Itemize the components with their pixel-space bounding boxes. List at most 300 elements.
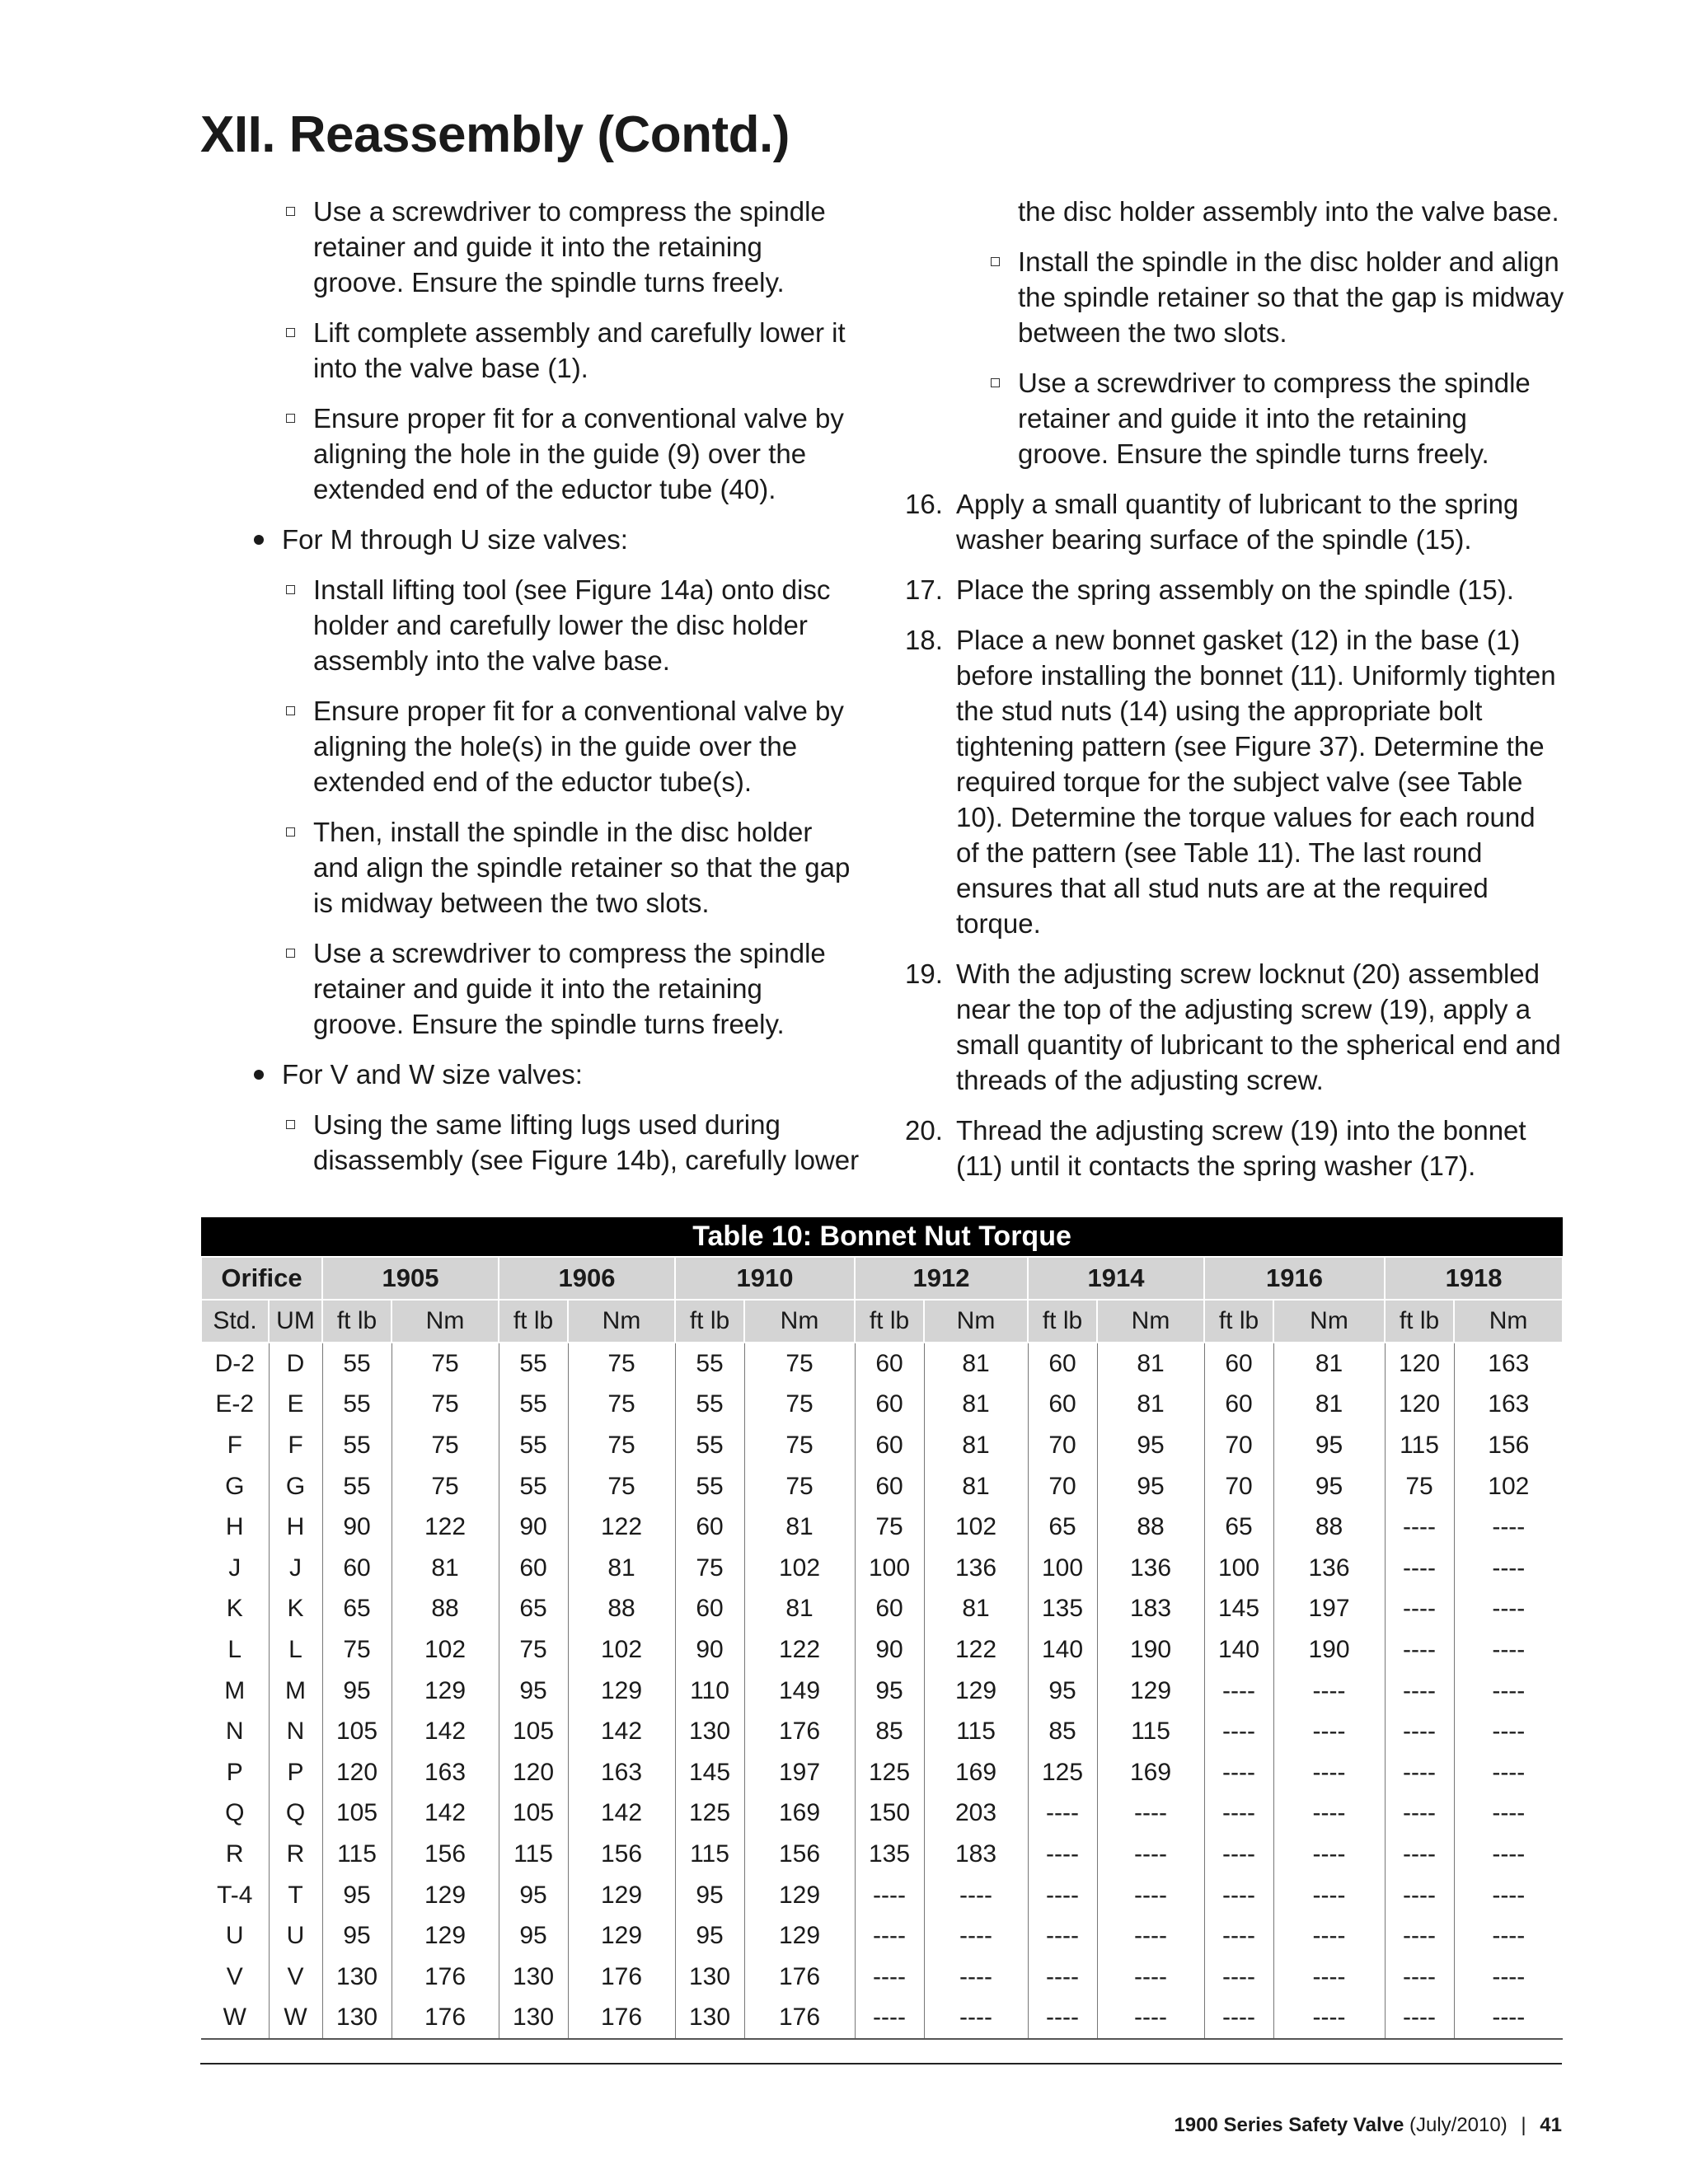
table-cell: 142 [392, 1711, 499, 1752]
table-cell: ---- [1492, 1799, 1526, 1827]
table-cell: ---- [1454, 1998, 1563, 2040]
table-cell: 81 [924, 1343, 1028, 1385]
table-cell: 55 [322, 1466, 392, 1507]
table-row [201, 1998, 1563, 2040]
table-cell: 190 [1273, 1629, 1385, 1671]
table-cell: ---- [1097, 1875, 1204, 1916]
table-cell: 81 [744, 1507, 855, 1548]
table-cell: 100 [1028, 1548, 1097, 1589]
table-cell: 142 [568, 1711, 675, 1752]
table-cell: 125 [855, 1752, 924, 1793]
table-cell: 85 [855, 1711, 924, 1752]
table-cell: P [269, 1752, 322, 1793]
table-cell: ---- [1492, 1635, 1526, 1663]
table-cell: 65 [322, 1589, 392, 1630]
table-cell: 129 [568, 1875, 675, 1916]
table-cell: E [269, 1385, 322, 1426]
table-cell: 115 [1385, 1425, 1454, 1466]
table-cell: 136 [1097, 1548, 1204, 1589]
table-cell: 163 [392, 1752, 499, 1793]
numbered-step [905, 572, 1564, 607]
bullet-item [200, 522, 860, 557]
table-cell: 95 [499, 1915, 568, 1957]
table-cell: 75 [744, 1343, 855, 1385]
table-cell: 60 [1028, 1385, 1097, 1426]
numbered-step [905, 956, 1564, 1098]
sub-header: ft lb [1385, 1300, 1454, 1343]
group-header: 1918 [1385, 1257, 1563, 1300]
table-cell: V [269, 1957, 322, 1998]
table-cell: 60 [855, 1385, 924, 1426]
table-cell: ---- [1385, 1834, 1454, 1875]
table-cell: 102 [744, 1548, 855, 1589]
table-cell: 95 [322, 1875, 392, 1916]
table-cell: 122 [568, 1507, 675, 1548]
sub-header: UM [269, 1300, 322, 1343]
table-cell: 156 [1488, 1431, 1530, 1459]
table-cell: 75 [392, 1425, 499, 1466]
group-header: Orifice [201, 1257, 322, 1300]
table-cell: 95 [499, 1875, 568, 1916]
table-cell: 88 [568, 1589, 675, 1630]
table-cell: 95 [1097, 1466, 1204, 1507]
table-cell: M [201, 1671, 269, 1712]
table-cell: 95 [675, 1875, 744, 1916]
item-text: For M through U size valves: [282, 524, 628, 555]
table-cell: 75 [675, 1548, 744, 1589]
table-row [201, 1671, 1563, 1712]
table-cell: 145 [675, 1752, 744, 1793]
table-cell: V [201, 1957, 269, 1998]
item-text: Install lifting tool (see Figure 14a) onto disc holder and carefully lower the disc holder assembly into the valve base. [313, 574, 831, 676]
sub-header: ft lb [675, 1300, 744, 1343]
table-cell: 120 [1385, 1343, 1454, 1385]
group-header: 1912 [855, 1257, 1028, 1300]
table-cell: 129 [568, 1671, 675, 1712]
numbered-step [905, 1113, 1564, 1183]
table-cell: ---- [1385, 1507, 1454, 1548]
table-cell: 102 [924, 1507, 1028, 1548]
sub-step [200, 315, 860, 386]
sub-step [905, 365, 1564, 471]
table-cell: 75 [1385, 1466, 1454, 1507]
table-cell: 55 [499, 1343, 568, 1385]
table-cell: 60 [499, 1548, 568, 1589]
table-cell: ---- [924, 1915, 1028, 1957]
table-cell: 88 [1097, 1507, 1204, 1548]
table-cell: 81 [1273, 1343, 1385, 1385]
table-cell: 150 [855, 1793, 924, 1835]
sub-step [200, 814, 860, 921]
table-cell: 156 [568, 1834, 675, 1875]
table-cell: 60 [855, 1466, 924, 1507]
table-cell: ---- [1028, 1875, 1097, 1916]
sub-step [200, 401, 860, 507]
table-cell: 65 [1204, 1507, 1273, 1548]
table-cell: ---- [924, 1998, 1028, 2040]
table-row [201, 1793, 1563, 1835]
table-cell: 169 [744, 1793, 855, 1835]
table-cell: 130 [322, 1957, 392, 1998]
page-number: 41 [1540, 2114, 1562, 2136]
table-cell: 156 [744, 1834, 855, 1875]
table-cell: 197 [744, 1752, 855, 1793]
table-cell: 130 [675, 1957, 744, 1998]
footer-separator: | [1521, 2114, 1526, 2136]
table-cell: ---- [1385, 1957, 1454, 1998]
table-cell: 140 [1204, 1629, 1273, 1671]
table-cell: 145 [1204, 1589, 1273, 1630]
table-row [201, 1466, 1563, 1507]
table-cell: 55 [675, 1385, 744, 1426]
sub-header: Nm [1273, 1300, 1385, 1343]
table-cell: D [269, 1343, 322, 1385]
table-cell: 135 [1028, 1589, 1097, 1630]
table-cell: ---- [855, 1957, 924, 1998]
numbered-step [905, 486, 1564, 557]
table-cell: ---- [1385, 1793, 1454, 1835]
table-cell: 95 [322, 1915, 392, 1957]
table-row [201, 1343, 1563, 1385]
table-cell: 88 [1273, 1507, 1385, 1548]
table-cell: 129 [392, 1915, 499, 1957]
table-cell: 105 [322, 1793, 392, 1835]
table-cell: E-2 [201, 1385, 269, 1426]
bonnet-nut-torque-table [200, 1217, 1562, 2040]
table-cell: ---- [1204, 1915, 1273, 1957]
table-cell: 120 [499, 1752, 568, 1793]
table-cell: ---- [1097, 1998, 1204, 2040]
table-cell: H [269, 1507, 322, 1548]
table-cell: 70 [1204, 1425, 1273, 1466]
table-cell: ---- [1385, 1629, 1454, 1671]
table-cell: 176 [568, 1998, 675, 2040]
step-number: 17. [905, 574, 943, 605]
table-cell: ---- [1273, 1834, 1385, 1875]
table-cell: 163 [1488, 1390, 1530, 1418]
table-cell: 55 [675, 1343, 744, 1385]
table-cell: 190 [1097, 1629, 1204, 1671]
sub-step [200, 935, 860, 1042]
table-cell: 65 [499, 1589, 568, 1630]
table-cell: ---- [924, 1957, 1028, 1998]
table-cell: 81 [1273, 1385, 1385, 1426]
table-cell: 90 [675, 1629, 744, 1671]
table-cell: 120 [1385, 1385, 1454, 1426]
numbered-step [905, 622, 1564, 941]
sub-header: ft lb [1204, 1300, 1273, 1343]
table-cell: U [269, 1915, 322, 1957]
table-cell: ---- [1385, 1589, 1454, 1630]
table-cell: 122 [744, 1629, 855, 1671]
table-cell: ---- [1492, 1881, 1526, 1909]
item-text: Apply a small quantity of lubricant to the spring washer bearing surface of the spindle (15). [956, 489, 1519, 555]
table-row [201, 1385, 1563, 1426]
table-cell: ---- [1028, 1834, 1097, 1875]
table-cell: ---- [1204, 1834, 1273, 1875]
table-cell: ---- [1492, 1962, 1526, 1990]
table-cell: 60 [675, 1507, 744, 1548]
table-cell: L [201, 1629, 269, 1671]
table-cell: 81 [924, 1425, 1028, 1466]
sub-step [200, 194, 860, 300]
table-cell: 115 [1097, 1711, 1204, 1752]
sub-header: ft lb [855, 1300, 924, 1343]
table-cell: 81 [392, 1548, 499, 1589]
group-header: 1914 [1028, 1257, 1204, 1300]
table-cell: 105 [322, 1711, 392, 1752]
continued-text: the disc holder assembly into the valve base. [1018, 196, 1559, 227]
table-cell: 176 [744, 1998, 855, 2040]
table-cell: ---- [1204, 1875, 1273, 1916]
table-row [201, 1957, 1563, 1998]
table-cell: 129 [744, 1915, 855, 1957]
table-cell: 90 [855, 1629, 924, 1671]
table-cell: Q [201, 1793, 269, 1835]
sub-header: ft lb [499, 1300, 568, 1343]
item-text: For V and W size valves: [282, 1059, 583, 1090]
table-row [201, 1507, 1563, 1548]
right-column [905, 194, 1564, 1198]
sub-header: Std. [201, 1300, 269, 1343]
table-cell: ---- [1385, 1875, 1454, 1916]
table-cell: ---- [1273, 1793, 1385, 1835]
table-cell: 203 [924, 1793, 1028, 1835]
table-cell: 129 [392, 1875, 499, 1916]
table-cell: R [269, 1834, 322, 1875]
table-cell: 75 [499, 1629, 568, 1671]
table-cell: 90 [499, 1507, 568, 1548]
table-cell: 55 [499, 1385, 568, 1426]
sub-header: Nm [924, 1300, 1028, 1343]
table-cell: 75 [855, 1507, 924, 1548]
table-cell: L [269, 1629, 322, 1671]
table-cell: 95 [1097, 1425, 1204, 1466]
table-cell: ---- [1204, 1752, 1273, 1793]
table-cell: T [269, 1875, 322, 1916]
item-text: Ensure proper fit for a conventional valve by aligning the hole(s) in the guide over the extended end of the eductor tube(s). [313, 696, 844, 797]
footer-series: 1900 Series Safety Valve [1174, 2114, 1404, 2136]
table-cell: 130 [499, 1957, 568, 1998]
table-row [201, 1834, 1563, 1875]
table-cell: 115 [499, 1834, 568, 1875]
table-cell: J [269, 1548, 322, 1589]
step-number: 19. [905, 958, 943, 989]
table-row [201, 1629, 1563, 1671]
table-cell: 115 [924, 1711, 1028, 1752]
table-cell: G [269, 1466, 322, 1507]
table-cell: 95 [1273, 1466, 1385, 1507]
table-cell: ---- [855, 1915, 924, 1957]
table-cell: 95 [499, 1671, 568, 1712]
table-cell: 60 [1028, 1343, 1097, 1385]
table-cell: 85 [1028, 1711, 1097, 1752]
table-cell: 169 [924, 1752, 1028, 1793]
table-cell: 60 [855, 1589, 924, 1630]
table-cell: ---- [1028, 1957, 1097, 1998]
table-cell: 130 [675, 1998, 744, 2040]
table-cell: 110 [675, 1671, 744, 1712]
item-text: With the adjusting screw locknut (20) assembled near the top of the adjusting screw (19), apply a small quantity of lubricant to the spherical end and threads of the adjusting screw. [956, 958, 1561, 1095]
table-cell: 75 [744, 1385, 855, 1426]
table-cell: 81 [744, 1589, 855, 1630]
table-cell: 142 [568, 1793, 675, 1835]
group-header: 1905 [322, 1257, 499, 1300]
sub-step [200, 572, 860, 678]
item-text: Place the spring assembly on the spindle (15). [956, 574, 1514, 605]
table-cell: 102 [568, 1629, 675, 1671]
table-cell: F [201, 1425, 269, 1466]
table-cell: 55 [322, 1385, 392, 1426]
table-cell: 55 [675, 1466, 744, 1507]
table-cell: 70 [1028, 1425, 1097, 1466]
group-header: 1906 [499, 1257, 675, 1300]
table-cell: ---- [1097, 1793, 1204, 1835]
table-cell: 75 [744, 1425, 855, 1466]
table-cell: W [269, 1998, 322, 2040]
table-cell: ---- [1204, 1711, 1273, 1752]
table-cell: 105 [499, 1793, 568, 1835]
table-cell: 75 [392, 1466, 499, 1507]
table-row [201, 1875, 1563, 1916]
item-text: Use a screwdriver to compress the spindle retainer and guide it into the retaining groove. Ensure the spindle turns freely. [313, 196, 826, 298]
table-cell: 156 [392, 1834, 499, 1875]
table-cell: ---- [1273, 1671, 1385, 1712]
table-cell: 176 [744, 1711, 855, 1752]
table-cell: 115 [675, 1834, 744, 1875]
table-cell: ---- [1097, 1834, 1204, 1875]
table-cell: 65 [1028, 1507, 1097, 1548]
table-cell: 140 [1028, 1629, 1097, 1671]
step-number: 18. [905, 625, 943, 655]
table-cell: 81 [924, 1466, 1028, 1507]
item-text: Thread the adjusting screw (19) into the bonnet (11) until it contacts the spring washer (17). [956, 1115, 1526, 1181]
table-cell: 55 [499, 1425, 568, 1466]
table-cell: R [201, 1834, 269, 1875]
table-cell: T-4 [201, 1875, 269, 1916]
table-cell: ---- [1204, 1793, 1273, 1835]
sub-header: Nm [1097, 1300, 1204, 1343]
table-cell: 90 [322, 1507, 392, 1548]
table-row [201, 1752, 1563, 1793]
table-cell: ---- [1385, 1752, 1454, 1793]
table-cell: 136 [924, 1548, 1028, 1589]
table-cell: 75 [568, 1385, 675, 1426]
item-text: Place a new bonnet gasket (12) in the base (1) before installing the bonnet (11). Uniformly tighten the stud nuts (14) using the appropriate bolt tightening pattern (see Figure 37). Determine the required torque for the subject valve (see Table 10). Determine the torque values for each round of the pattern (see Table 11). The last round ensures that all stud nuts are at the required torque. [956, 625, 1556, 939]
table-cell: N [201, 1711, 269, 1752]
table-cell: 75 [568, 1466, 675, 1507]
table-cell: 125 [1028, 1752, 1097, 1793]
table-cell: 60 [675, 1589, 744, 1630]
table-cell: ---- [1273, 1957, 1385, 1998]
footer-rule [200, 2063, 1562, 2064]
table-row [201, 1548, 1563, 1589]
sub-header: ft lb [1028, 1300, 1097, 1343]
table-cell: ---- [1273, 1752, 1385, 1793]
table-cell: 122 [392, 1507, 499, 1548]
step-number: 20. [905, 1115, 943, 1146]
table-cell: 60 [855, 1343, 924, 1385]
table-cell: Q [269, 1793, 322, 1835]
table-cell: W [201, 1998, 269, 2040]
table-cell: ---- [855, 1875, 924, 1916]
table-cell: 81 [1097, 1343, 1204, 1385]
table-cell: ---- [1204, 1671, 1273, 1712]
table-cell: 75 [568, 1343, 675, 1385]
table-cell: 142 [392, 1793, 499, 1835]
item-text: Then, install the spindle in the disc holder and align the spindle retainer so that the gap is midway between the two slots. [313, 817, 851, 918]
table-cell: 169 [1097, 1752, 1204, 1793]
table-cell: 81 [924, 1589, 1028, 1630]
table-cell: 136 [1273, 1548, 1385, 1589]
table-cell: 70 [1028, 1466, 1097, 1507]
table-cell: ---- [1492, 1595, 1526, 1623]
table-cell: 176 [568, 1957, 675, 1998]
table-cell: 88 [392, 1589, 499, 1630]
table-cell: 163 [1488, 1349, 1530, 1377]
table-cell: ---- [1492, 1513, 1526, 1541]
sub-header: Nm [568, 1300, 675, 1343]
table-cell: ---- [1385, 1998, 1454, 2040]
table-cell: 176 [744, 1957, 855, 1998]
table-cell: 102 [1488, 1472, 1530, 1500]
table-cell: 55 [322, 1425, 392, 1466]
table-cell: 125 [675, 1793, 744, 1835]
table-cell: 176 [392, 1998, 499, 2040]
table-cell: ---- [1204, 1998, 1273, 2040]
table-cell: 183 [1097, 1589, 1204, 1630]
table-cell: 60 [1204, 1385, 1273, 1426]
table-cell: 183 [924, 1834, 1028, 1875]
table-cell: 120 [322, 1752, 392, 1793]
table-cell: 95 [1273, 1425, 1385, 1466]
table-cell: 81 [1097, 1385, 1204, 1426]
sub-step [200, 693, 860, 799]
table-row [201, 1915, 1563, 1957]
group-header: 1916 [1204, 1257, 1385, 1300]
table-cell: 95 [1028, 1671, 1097, 1712]
table-cell: U [201, 1915, 269, 1957]
table-cell: 55 [322, 1343, 392, 1385]
table-row [201, 1425, 1563, 1466]
table-cell: 129 [924, 1671, 1028, 1712]
footer-date: (July/2010) [1409, 2114, 1507, 2136]
table-cell: ---- [1097, 1915, 1204, 1957]
sub-header: Nm [744, 1300, 855, 1343]
table-cell: 130 [499, 1998, 568, 2040]
table-cell: 100 [855, 1548, 924, 1589]
table-cell: 95 [855, 1671, 924, 1712]
table-cell: 129 [392, 1671, 499, 1712]
table-cell: 102 [392, 1629, 499, 1671]
table-cell: ---- [1273, 1998, 1385, 2040]
table-cell: ---- [1492, 1676, 1526, 1704]
table-cell: 95 [322, 1671, 392, 1712]
table-cell: 75 [392, 1343, 499, 1385]
table-cell: ---- [1492, 1718, 1526, 1746]
group-header: 1910 [675, 1257, 855, 1300]
table-cell: 75 [568, 1425, 675, 1466]
table-cell: 176 [392, 1957, 499, 1998]
sub-header: Nm [392, 1300, 499, 1343]
table-cell: 70 [1204, 1466, 1273, 1507]
table-cell: 100 [1204, 1548, 1273, 1589]
table-cell: 81 [924, 1385, 1028, 1426]
table-cell: F [269, 1425, 322, 1466]
table-cell: ---- [855, 1998, 924, 2040]
table-cell: ---- [1204, 1957, 1273, 1998]
table-cell: K [201, 1589, 269, 1630]
